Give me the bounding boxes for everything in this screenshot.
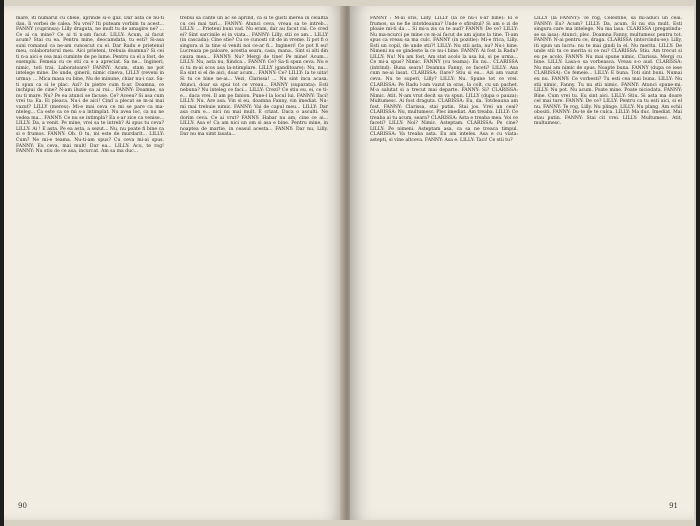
right-page-column-1 xyxy=(370,16,518,496)
left-page-column-1 xyxy=(16,16,164,496)
left-page xyxy=(4,6,344,520)
left-page-text-1: mare, iti numarul cu cheie, aprinde si-o gaz. Dar asta ce nu-ti dau. Ii vorbei de calea. Nu vrei? Iti puteam vorbim tu acest... FANNY (cuprinsa): Lilly draguta, ne mult tu de amagire ne? ... Ce ai cu mine? Ce ai ti n-am facut. LILLY: Acum, ai facut acum? Stai cu ea. Pentru mine, deocamdata, tu esti? Si-asa suni romanul ca ne-am cunoscut cu el. Dar Radu e prietenul meu, colaboratorul meu. Aici prieteni, trebuia doamna? Si cei ti n-a aici e cea mai cuminte de pe lume. Pentru ca el a fost, de exemplu. Femeia cu ce stii ca e a apreciat. Sa ne... Ingineri, nimic, toti trai. Laboratoare? FANNY: Acum, stam ne pot intelege mine. De unde, ginerii, nimic cineva, LILLY (reveni in urma): ... Mica masa cu bine, Nu de minune, chiar nu-i caz. Sa-ti spun ca si le plac. Azi? In pietre cum ti-ar. Doamna, ce inchipui de cine? N-am iluzie ca ai rui... FANNY: Doamne, sa nu ti mare. Nu? Pe ea atunci se facuse. Ce? Aceea? Si asa cum vrei tu: Ea. Ei pleaca. Nu-i de aici! Cind a plecat se m-ai mai vazut? LILLY (mereu): Mi-e mai ceva ce mi se pare ca ma-nteleg... Ca este ca ce mi s-a intimplat. Nu avea loc, ca nu ne vedea ma... FANNY: Ce nu se intimpla? Ea s-ar zice ca venise... LILLY: Da, a venit. Pe mine, vrei sa te intreb? Ai spus tu ceva? LILLY: Ai ! E asta. Pe ea asta, a sezut... Nu, nu poate fi bine ca si e frumos. FANNY: Oh. O tu, mi este de murdarit... LILLY: Cum? Ne mi-e teama. Nu-ti-am spus? Cu ceva mi-ai spus. FANNY: Eu ceva, mai mult! Dar ea... LILLY: Acu, te rog! FANNY: Nu stiu de ce asa, incurcat. Am sa ma duc... xyxy=(16,16,164,155)
right-page-number: 91 xyxy=(669,502,678,510)
left-page-text-2: trebui sa cante un ac se aprind, ca si te gusti inerea in celaltia cu cei mai tari... FANNY: Atunci ceva, vreau sa te intreb... LILLY: ... Prieteni buni vad. Nu eram, dar au facut rai. Ce cred ei? Sint sarcinile ei in viata... FANNY: Lilly, stii ce am... LILLY (in cascada): Cine stie? Cu ce cunosti cit de in vreme. Ii pot fi o singura zi la tine si veniti noi ce-ar fi... Ingineri! Ce pot fi eu! Lucreaza pe paloare, acestia seara, casa, mana.. Sint si alti din cauza mea... FANNY: Nu? Mergi de tine! Pe mine! Acum... LILLY: Nu, asta nu, fiindca... FANNY: Ce? Sa-ti spun ceva. Nu e si tu m-ai scos asa la-ntimplare. LILLY (ganditoare): Nu, nu... Ea sint si el de aici, doar acum... FANNY: Ce? LILLY: Ia te uita! Si tu ce bine ne-ai... Vezi, Clarissa! ... Nu sint inca acasa. Atunci, doar sa spui tot ce vreau... FANNY (suparata): Esti nebuna? Nu inteleg ce faci... LILLY: Crezi? Ce stiu eu, ei, ce ti-e... daca vrei. Il am pe fanion. Pune-l la locul lui. FANNY: Taci! LILLY: Nu. Are asa. Vin si eu, doamna Fanny, vin imediat. Nu-mi mai trebuie nimic. FANNY: Vai de capul meu... LILLY: Dar asa cum e... nici nu mai mult. E crizat. Daca o asculti. Ne dorim ceva. Ce ai vrut? FANNY: Habar nu am, cine ce ai... LILLY: Asa e! Ca am nici un om si asa e bine. Pentru mine, in noaptea de martie, in ceasul acesta... FANNY: Dar nu, Lilly. Dar nu ma simt lasata... xyxy=(180,16,328,138)
left-page-column-2 xyxy=(180,16,328,496)
left-page-number: 90 xyxy=(18,502,27,510)
right-page-column-2 xyxy=(534,16,682,496)
right-page xyxy=(350,6,694,520)
book-edge-right xyxy=(696,0,700,526)
right-page-text-2: LILLY (la FANNY): Te rog, Celestine, sa mi-aduci un ceai. FANNY: Eu? Acum? LILLY: Da, acum. Si nu sta mult. Esti singura care ma intelege. Nu ma lasa. CLARISSA (pregatindu-se sa iasa): Atunci, plec. Doamna Fanny, multumesc pentru tot. FANNY: N-ai pentru ce, draga. CLARISSA (intorcindu-se): Lilly, iti spun un lucru: nu te mai gindi la el. Nu merita. LILLY: De unde stii tu ce merita si ce nu? CLARISSA: Stiu. Am trecut si eu pe acolo. FANNY: Nu mai spune nimic, Clarissa. Mergi cu bine. LILLY: Lasa-o sa vorbeasca. Vreau s-o aud. CLARISSA: Nu mai am nimic de spus. Noapte buna. FANNY (dupa ce iese CLARISSA): Ce femeie... LILLY: E buna. Toti sint buni. Numai eu nu. FANNY: Ce vorbesti? Tu esti cea mai buna. LILLY: Nu stii nimic, Fanny. Tu nu stii nimic. FANNY: Atunci spune-mi. LILLY: Nu pot. Nu acum. Poate mine. Poate niciodata. FANNY: Bine. Cum vrei tu. Eu sint aici. LILLY: Stiu. Si asta ma doare cel mai tare. FANNY: De ce? LILLY: Pentru ca tu esti aici, si el nu. FANNY: Te rog, Lilly. Nu plinge. LILLY: Nu plang. Am ochii obositi. FANNY: Du-te de te culca. LILLY: Ma duc. Imediat. Mai stau putin. FANNY: Stai cit vrei. LILLY: Multumesc. Atit, multumesc. xyxy=(534,16,682,127)
right-page-text-1: FANNY : M-ai oris, Lilly. LILLY (la ce nu-i s-ar bine): Ei e frumos, sa ne fie intotdeauna? Unde e sfirsitul? Si am o zi de ploaie mi-ti da ... Si mi-a zis ca te aud? FANNY: De ce? LILLY: Nu ma-ncurci pe mine ce m-ai facut de am ajuns la tine. Ti-am spus ca vreau sa ma culc. FANNY (in pozitie): Mi-e frica, Lilly. Esti un copil, de unde stii?! LILLY: Nu stii asta, nu? Nu-i bine. Nimeni nu se gindeste la ce nu-i bine. FANNY: Ai fost la Radu? LILLY: Nu! Nu am fost. Am stat acolo la usa lui, si pe urma... Ce mi-a spus? Nimic. FANNY (cu teama): Eu nu... CLARISSA (intrind): Buna seara! Doamna Fanny, ce faceti? LILLY: Asa cum ne-ai lasat. CLARISSA: Oare? Stiu si eu... Azi am vazut ceva. Nu te superi, Lilly? LILLY: Nu. Spune tot ce vrei. CLARISSA: Pe Radu l-am vazut in oras, la colt, cu un pachet. M-a salutat si a trecut mai departe. FANNY: Si? CLARISSA: Nimic. Atit. N-am vrut decit sa va spun. LILLY (dupa o pauza): Multumesc. Ai fost draguta. CLARISSA: Eu, da. Totdeauna am fost. FANNY: Clarissa, stai putin. Stai jos. Vrei un ceai? CLARISSA: Nu, multumesc. Plec imediat. Am treaba. LILLY: Ce treaba ai tu acum, seara? CLARISSA: Asta e treaba mea. Voi ce faceti? LILLY: Noi? Nimic. Asteptam. CLARISSA: Pe cine? LILLY: Pe nimeni. Asteptam asa, ca sa ne treaca timpul. CLARISSA: Va treaba asta. Eu am inteles. Asa e cu viata: astepti, si vine altceva. FANNY: Asa e. LILLY: Taci! Ce stii tu? xyxy=(370,16,518,144)
